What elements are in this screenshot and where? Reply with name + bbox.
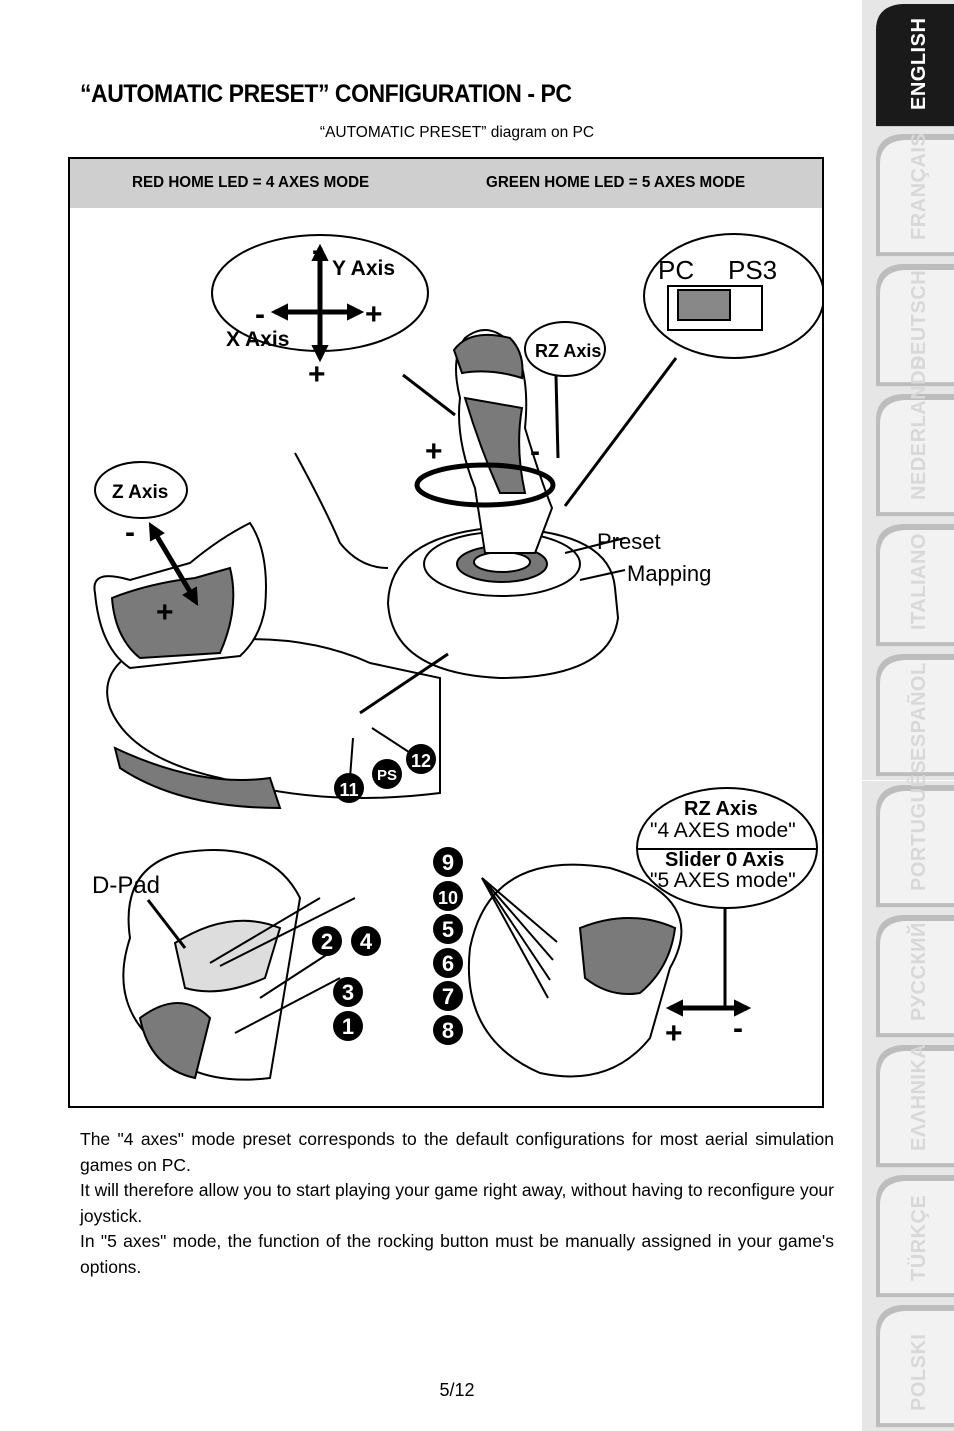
language-tab-polski[interactable] xyxy=(862,1301,954,1431)
button-badge-label: 12 xyxy=(410,751,432,771)
language-tab-english[interactable] xyxy=(862,0,954,130)
diagram-caption: “AUTOMATIC PRESET” diagram on PC xyxy=(319,124,595,141)
x-axis-minus: - xyxy=(255,298,265,331)
language-tab-nederlands[interactable] xyxy=(862,356,954,520)
language-tab-português[interactable] xyxy=(862,759,954,911)
slider-axis-label: Slider 0 Axis xyxy=(665,849,785,871)
rz-axis-label: RZ Axis xyxy=(535,341,602,361)
button-badge-label: 7 xyxy=(441,984,455,1009)
pc-label: PC xyxy=(658,255,695,285)
paragraph: In "5 axes" mode, the function of the rocking button must be manually assigned in your game's options. xyxy=(80,1231,834,1277)
language-tab-français[interactable] xyxy=(862,130,954,260)
slider-minus: - xyxy=(733,1012,743,1045)
button-badge-label: 5 xyxy=(441,917,455,942)
language-tab-ελληνικα[interactable] xyxy=(862,1041,954,1171)
language-tab-label: РУССКИЙ xyxy=(908,921,930,1021)
button-badge-label: 1 xyxy=(341,1014,355,1039)
button-badge-label: 4 xyxy=(359,929,373,954)
language-tab-русский[interactable] xyxy=(862,911,954,1041)
language-tab-label: POLSKI xyxy=(908,1333,930,1411)
x-axis-label: X Axis xyxy=(226,328,290,351)
button-badge-label: 9 xyxy=(441,850,455,875)
page-number: 5/12 xyxy=(439,1380,475,1400)
button-badge-label: 10 xyxy=(437,888,459,908)
button-badge-label: 6 xyxy=(441,951,455,976)
language-sidebar xyxy=(862,0,954,1431)
language-tab-label: ITALIANO xyxy=(908,533,930,631)
joystick-diagram xyxy=(70,208,822,1104)
page-title: “AUTOMATIC PRESET” CONFIGURATION - PC xyxy=(80,80,572,108)
rz-axis-box-label: RZ Axis xyxy=(684,798,758,820)
ps3-label: PS3 xyxy=(728,255,778,285)
y-axis-minus: - xyxy=(312,234,322,267)
body-text xyxy=(80,1127,834,1280)
z-minus: - xyxy=(125,516,135,549)
slider-plus: + xyxy=(665,1017,683,1050)
y-axis-plus: + xyxy=(308,358,326,391)
language-tab-label: DEUTSCH xyxy=(908,270,930,371)
language-tab-label: TÜRKÇE xyxy=(908,1194,930,1281)
green-led-label: GREEN HOME LED = 5 AXES MODE xyxy=(486,174,746,191)
button-badge-label: 2 xyxy=(320,929,334,954)
rz-minus: - xyxy=(530,435,540,468)
button-badge-label: 8 xyxy=(441,1018,455,1043)
button-badge-label: 3 xyxy=(341,980,355,1005)
y-axis-label: Y Axis xyxy=(332,257,396,280)
diagram-frame xyxy=(68,157,824,1108)
four-axes-mode-label: "4 AXES mode" xyxy=(650,819,796,842)
mapping-label: Mapping xyxy=(627,561,712,586)
language-tab-label: NEDERLANDS xyxy=(908,356,930,501)
usb-cable xyxy=(295,453,388,568)
dpad-label: D-Pad xyxy=(92,872,161,899)
x-axis-plus: + xyxy=(365,298,383,331)
button-badge-label: 11 xyxy=(339,780,359,800)
language-tab-label: PORTUGUÊS xyxy=(908,759,930,891)
red-led-label: RED HOME LED = 4 AXES MODE xyxy=(132,174,370,191)
five-axes-mode-label: "5 AXES mode" xyxy=(650,869,796,892)
language-tab-label: ΕΛΛΗΝΙΚΑ xyxy=(908,1043,930,1151)
z-axis-label: Z Axis xyxy=(112,482,169,503)
language-tab-label: ENGLISH xyxy=(908,17,930,111)
language-tab-italiano[interactable] xyxy=(862,520,954,650)
z-plus: + xyxy=(156,596,174,629)
paragraph: It will therefore allow you to start playing your game right away, without having to reconfigure your joystick. xyxy=(80,1180,834,1226)
led-mode-header xyxy=(70,159,822,208)
language-tab-label: ESPAÑOL xyxy=(908,661,930,761)
paragraph: The "4 axes" mode preset corresponds to the default configurations for most aerial simulation games on PC. xyxy=(80,1129,834,1175)
language-tab-türkçe[interactable] xyxy=(862,1171,954,1301)
rz-plus: + xyxy=(425,435,443,468)
ps-badge-label: PS xyxy=(376,767,398,784)
language-tab-label: FRANÇAIS xyxy=(908,132,930,241)
preset-label: Preset xyxy=(597,529,661,554)
